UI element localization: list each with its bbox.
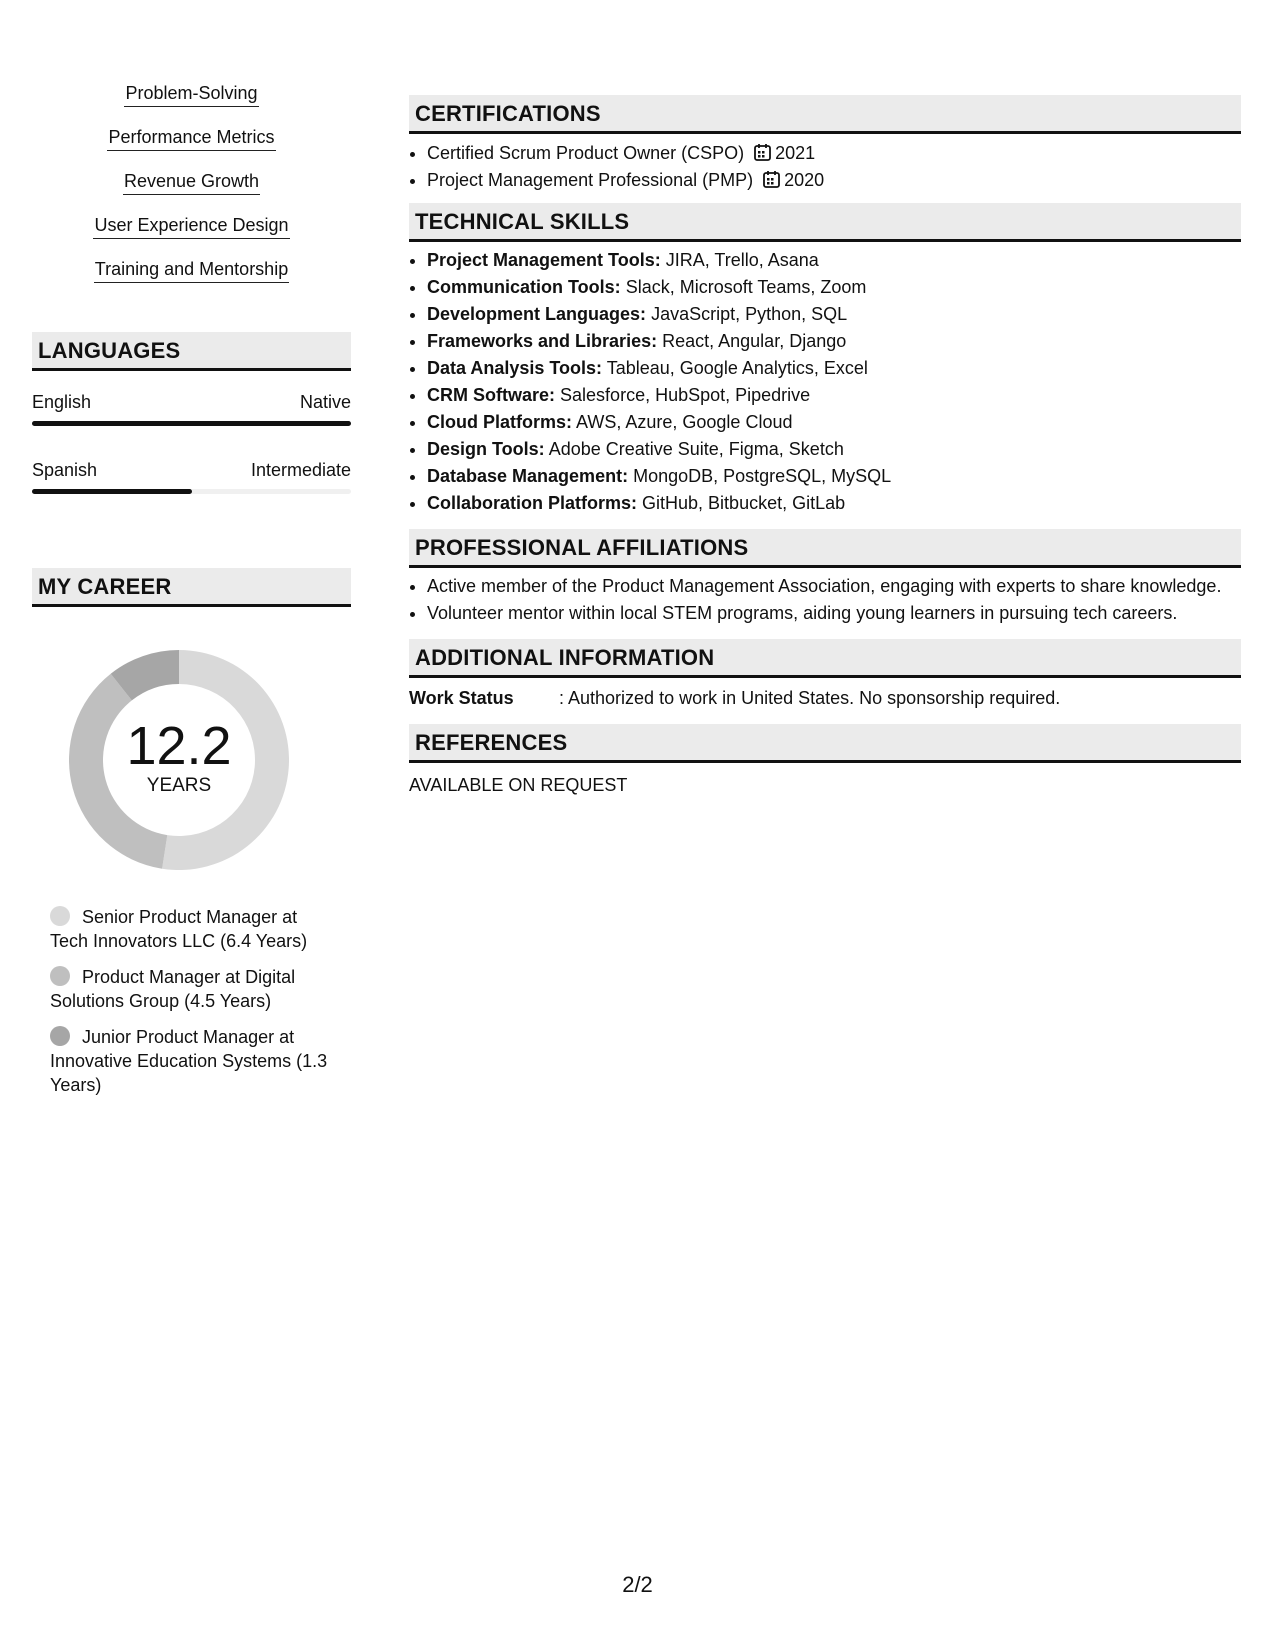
skill-category: Project Management Tools: <box>427 250 661 270</box>
affiliation-item: • Active member of the Product Management Association, engaging with experts to share knowledge. <box>427 574 1241 598</box>
skill-values: Tableau, Google Analytics, Excel <box>606 358 868 378</box>
skill-values: Salesforce, HubSpot, Pipedrive <box>560 385 811 405</box>
language-level: Native <box>299 392 351 412</box>
technical-skill-item <box>427 409 1241 436</box>
references-heading: REFERENCES <box>409 724 1241 763</box>
additional-info-heading: ADDITIONAL INFORMATION <box>409 639 1241 678</box>
career-legend <box>50 905 330 1097</box>
legend-dot-icon <box>50 906 70 926</box>
skill-values: MongoDB, PostgreSQL, MySQL <box>633 466 892 486</box>
skill-category: Collaboration Platforms: <box>427 493 638 513</box>
skill-tag: Performance Metrics <box>107 126 275 151</box>
skill-category: Data Analysis Tools: <box>427 358 603 378</box>
calendar-icon <box>754 143 771 161</box>
technical-skill-item <box>427 274 1241 301</box>
skill-category: Database Management: <box>427 466 629 486</box>
certification-name: Project Management Professional (PMP) <box>427 170 754 190</box>
skill-category: Cloud Platforms: <box>427 412 573 432</box>
languages-heading: LANGUAGES <box>32 332 351 371</box>
certification-item <box>427 140 1241 167</box>
technical-skill-item <box>427 328 1241 355</box>
language-english <box>32 391 351 426</box>
page-number: 2/2 <box>622 1572 653 1597</box>
skill-tag: User Experience Design <box>93 214 289 239</box>
language-bar-fill <box>32 421 351 426</box>
technical-skill-item <box>427 301 1241 328</box>
skill-values: JavaScript, Python, SQL <box>651 304 848 324</box>
career-legend-item <box>50 905 330 953</box>
technical-skill-item <box>427 382 1241 409</box>
certifications-heading: CERTIFICATIONS <box>409 95 1241 134</box>
certification-name: Certified Scrum Product Owner (CSPO) <box>427 143 745 163</box>
skill-values: Slack, Microsoft Teams, Zoom <box>625 277 867 297</box>
career-job-label: Junior Product Manager at Innovative Education Systems (1.3 Years) <box>50 1027 328 1095</box>
skill-category: CRM Software: <box>427 385 556 405</box>
career-legend-item <box>50 1025 330 1097</box>
skill-values: AWS, Azure, Google Cloud <box>576 412 793 432</box>
skill-tags <box>32 82 351 302</box>
skill-category: Frameworks and Libraries: <box>427 331 658 351</box>
language-bar <box>32 489 351 494</box>
skill-category: Development Languages: <box>427 304 647 324</box>
skill-category: Communication Tools: <box>427 277 621 297</box>
skill-values: Adobe Creative Suite, Figma, Sketch <box>548 439 844 459</box>
language-bar <box>32 421 351 426</box>
certifications-list <box>409 140 1241 194</box>
legend-dot-icon <box>50 1026 70 1046</box>
skill-category: Design Tools: <box>427 439 545 459</box>
career-legend-item <box>50 965 330 1013</box>
skill-values: JIRA, Trello, Asana <box>665 250 819 270</box>
technical-skill-item <box>427 355 1241 382</box>
language-spanish <box>32 459 351 494</box>
certification-item <box>427 167 1241 194</box>
language-level: Intermediate <box>250 460 351 480</box>
skill-tag: Problem-Solving <box>124 82 258 107</box>
work-status-row <box>409 686 1241 710</box>
affiliations-list <box>409 574 1241 625</box>
certification-year: 2020 <box>784 170 825 190</box>
career-total-years: 12.2 <box>126 716 232 776</box>
work-status-label: Work Status <box>409 688 514 708</box>
career-heading: MY CAREER <box>32 568 351 607</box>
career-job-label: Product Manager at Digital Solutions Group (4.5 Years) <box>50 967 296 1011</box>
language-name: English <box>32 392 92 412</box>
technical-skills-list <box>409 247 1241 517</box>
career-years-unit: YEARS <box>146 775 212 796</box>
career-job-label: Senior Product Manager at Tech Innovators LLC (6.4 Years) <box>50 907 308 951</box>
skill-tag: Revenue Growth <box>123 170 260 195</box>
technical-skill-item <box>427 247 1241 274</box>
skill-values: React, Angular, Django <box>662 331 847 351</box>
right-column <box>409 95 1241 797</box>
language-bar-fill <box>32 489 192 494</box>
technical-skill-item <box>427 463 1241 490</box>
skill-tag: Training and Mentorship <box>94 258 289 283</box>
certification-year: 2021 <box>775 143 816 163</box>
language-name: Spanish <box>32 460 98 480</box>
work-status-value: : Authorized to work in United States. No sponsorship required. <box>559 688 1061 708</box>
references-text: AVAILABLE ON REQUEST <box>409 775 628 795</box>
technical-skill-item <box>427 490 1241 517</box>
technical-skill-item <box>427 436 1241 463</box>
left-column <box>32 82 351 1109</box>
technical-skills-heading: TECHNICAL SKILLS <box>409 203 1241 242</box>
affiliations-heading: PROFESSIONAL AFFILIATIONS <box>409 529 1241 568</box>
legend-dot-icon <box>50 966 70 986</box>
calendar-icon <box>763 170 780 188</box>
skill-values: GitHub, Bitbucket, GitLab <box>642 493 846 513</box>
affiliation-item: • Volunteer mentor within local STEM programs, aiding young learners in pursuing tech careers. <box>427 601 1241 625</box>
career-donut-chart <box>64 645 294 875</box>
